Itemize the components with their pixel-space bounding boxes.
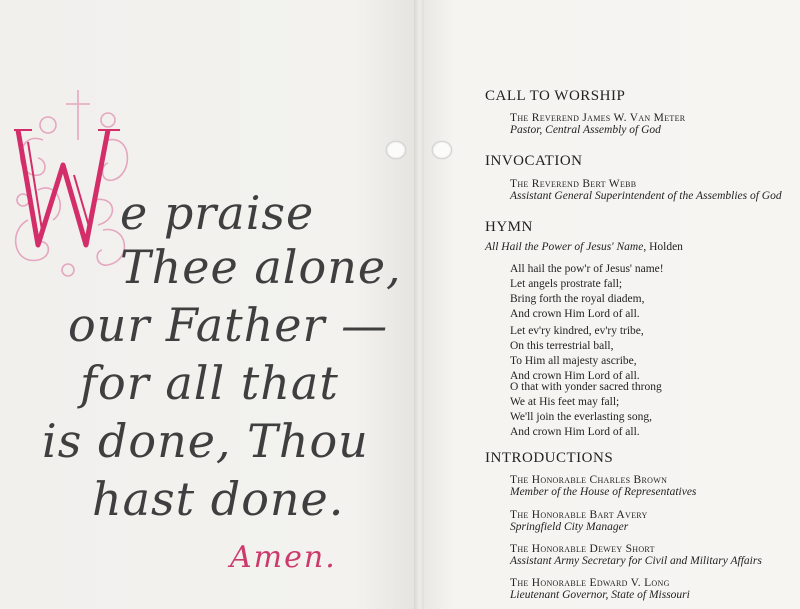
person-name: The Reverend Bert Webb bbox=[510, 178, 637, 190]
amen-closing: Amen. bbox=[230, 540, 337, 575]
hymn-composer: , Holden bbox=[643, 241, 683, 253]
prayer-line-1: e praise bbox=[120, 186, 315, 240]
person-name: The Honorable Dewey Short bbox=[510, 543, 655, 555]
verse-line: And crown Him Lord of all. bbox=[510, 426, 640, 438]
person-name: The Honorable Charles Brown bbox=[510, 474, 668, 486]
heading-hymn: HYMN bbox=[485, 219, 533, 235]
person-role: Springfield City Manager bbox=[510, 521, 629, 533]
verse-line: All hail the pow'r of Jesus' name! bbox=[510, 263, 664, 275]
hymn-verse-2 bbox=[510, 324, 644, 384]
verse-line: We at His feet may fall; bbox=[510, 396, 620, 408]
hymn-title bbox=[485, 241, 683, 253]
person-name: The Honorable Edward V. Long bbox=[510, 577, 670, 589]
verse-line: And crown Him Lord of all. bbox=[510, 308, 640, 320]
hymn-name: All Hail the Power of Jesus' Name bbox=[485, 241, 644, 253]
prayer-line-3: our Father — bbox=[68, 298, 389, 352]
binding-hole-right bbox=[432, 141, 452, 159]
entry-introduction bbox=[510, 543, 762, 567]
entry-invocation bbox=[510, 178, 782, 202]
illuminated-initial-icon bbox=[8, 80, 138, 280]
hymn-verse-1 bbox=[510, 262, 664, 322]
hymn-verse-3 bbox=[510, 380, 662, 440]
entry-call-to-worship bbox=[510, 112, 685, 136]
heading-call-to-worship: CALL TO WORSHIP bbox=[485, 88, 626, 104]
verse-line: On this terrestrial ball, bbox=[510, 340, 614, 352]
verse-line: And crown Him Lord of all. bbox=[510, 370, 640, 382]
verse-line: Let ev'ry kindred, ev'ry tribe, bbox=[510, 325, 644, 337]
verse-line: To Him all majesty ascribe, bbox=[510, 355, 637, 367]
person-name: The Honorable Bart Avery bbox=[510, 509, 648, 521]
prayer-line-4: for all that bbox=[80, 356, 339, 410]
person-role: Pastor, Central Assembly of God bbox=[510, 124, 661, 136]
person-role: Assistant General Superintendent of the Assemblies of God bbox=[510, 190, 782, 202]
prayer-line-5: is done, Thou bbox=[42, 414, 369, 468]
person-name: The Reverend James W. Van Meter bbox=[510, 112, 686, 124]
initial-letter: W bbox=[68, 200, 69, 201]
person-role: Lieutenant Governor, State of Missouri bbox=[510, 589, 690, 601]
heading-invocation: INVOCATION bbox=[485, 153, 583, 169]
person-role: Member of the House of Representatives bbox=[510, 486, 697, 498]
entry-introduction bbox=[510, 509, 648, 533]
heading-introductions: INTRODUCTIONS bbox=[485, 450, 614, 466]
prayer-line-2: Thee alone, bbox=[120, 240, 402, 294]
entry-introduction bbox=[510, 577, 690, 601]
prayer-line-6: hast done. bbox=[92, 472, 345, 526]
entry-introduction bbox=[510, 474, 696, 498]
verse-line: Let angels prostrate fall; bbox=[510, 278, 623, 290]
binding-hole-left bbox=[386, 141, 406, 159]
person-role: Assistant Army Secretary for Civil and Military Affairs bbox=[510, 555, 762, 567]
verse-line: Bring forth the royal diadem, bbox=[510, 293, 645, 305]
verse-line: We'll join the everlasting song, bbox=[510, 411, 652, 423]
verse-line: O that with yonder sacred throng bbox=[510, 381, 662, 393]
